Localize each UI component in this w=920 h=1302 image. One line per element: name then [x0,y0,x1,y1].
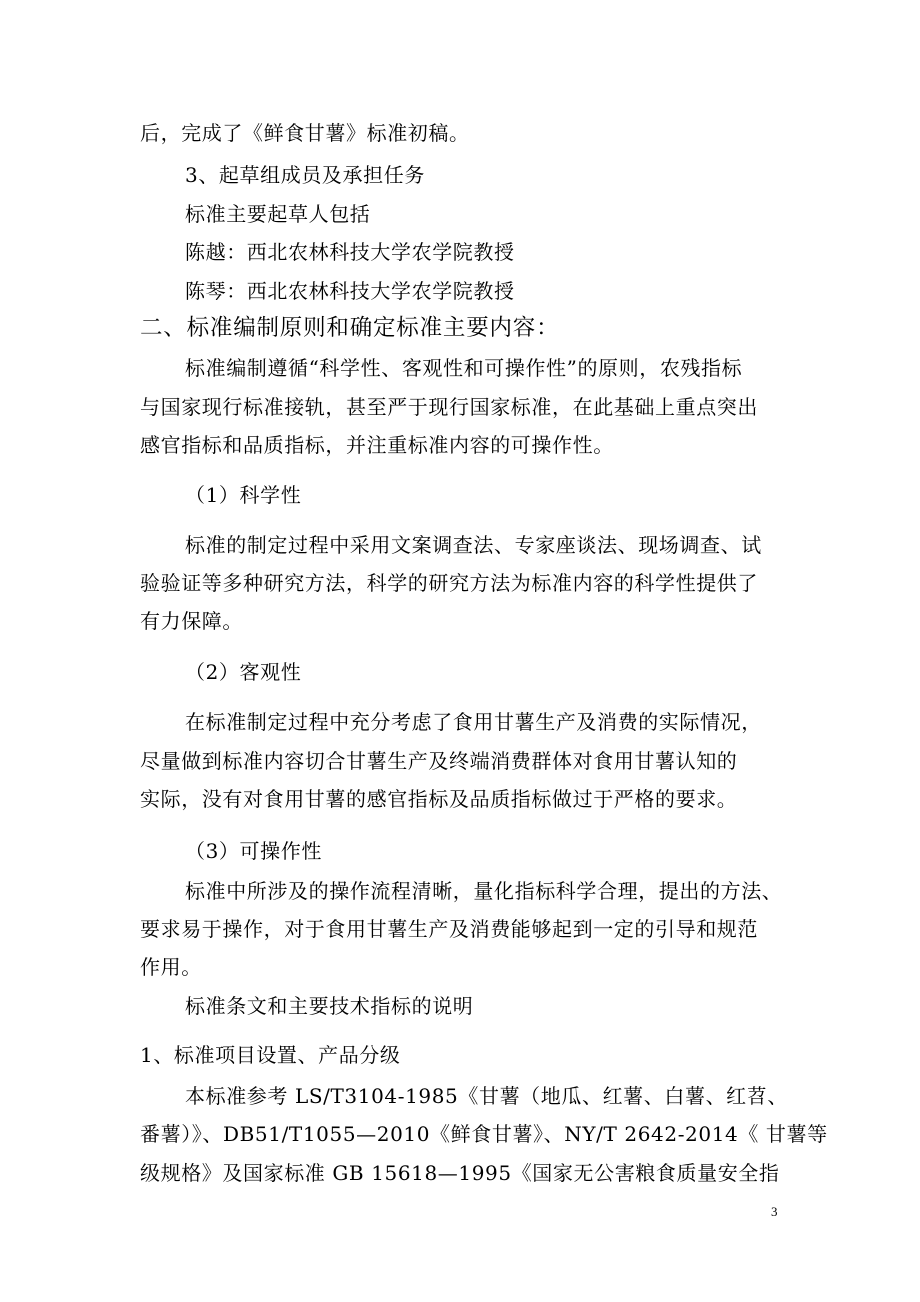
text-line: 在标准制定过程中充分考虑了食用甘薯生产及消费的实际情况， [185,710,762,734]
text-line: 尽量做到标准内容切合甘薯生产及终端消费群体对食用甘薯认知的 [140,749,738,773]
text-line: 级规格》及国家标准 GB 15618—1995《国家无公害粮食质量安全指 [140,1161,780,1185]
text-line: 陈琴：西北农林科技大学农学院教授 [185,279,515,303]
text-line: 感官指标和品质指标，并注重标准内容的可操作性。 [140,433,614,457]
subsection-heading: （1）科学性 [185,483,302,507]
text-line: 本标准参考 LS/T3104-1985《甘薯（地瓜、红薯、白薯、红苕、 [185,1084,788,1108]
text-line: 标准主要起草人包括 [185,202,371,226]
text-line: 标准中所涉及的操作流程清晰，量化指标科学合理，提出的方法、 [185,879,783,903]
text-line: 与国家现行标准接轨，甚至严于现行国家标准，在此基础上重点突出 [140,395,758,419]
text-line: 标准编制遵循“科学性、客观性和可操作性”的原则，农残指标 [185,356,743,380]
subsection-heading: （3）可操作性 [185,839,322,863]
section-heading: 二、标准编制原则和确定标准主要内容： [140,315,560,341]
text-line: 标准条文和主要技术指标的说明 [185,994,474,1018]
text-line: 实际，没有对食用甘薯的感官指标及品质指标做过于严格的要求。 [140,787,738,811]
text-line: 后，完成了《鲜食甘薯》标准初稿。 [140,121,470,145]
text-line: 作用。 [140,955,202,979]
text-line: 要求易于操作，对于食用甘薯生产及消费能够起到一定的引导和规范 [140,917,758,941]
text-line: 有力保障。 [140,609,243,633]
text-line: 陈越：西北农林科技大学农学院教授 [185,240,515,264]
text-line: 番薯）》、DB51/T1055—2010《鲜食甘薯》、NY/T 2642-2014《 甘薯等 [140,1122,828,1146]
text-line: 标准的制定过程中采用文案调查法、专家座谈法、现场调查、试 [185,533,762,557]
text-line: 验验证等多种研究方法，科学的研究方法为标准内容的科学性提供了 [140,571,758,595]
page-number: 3 [771,1204,778,1219]
text-line: 3、起草组成员及承担任务 [185,163,425,187]
subsection-heading: （2）客观性 [185,660,302,684]
text-line: 1、标准项目设置、产品分级 [140,1043,401,1067]
